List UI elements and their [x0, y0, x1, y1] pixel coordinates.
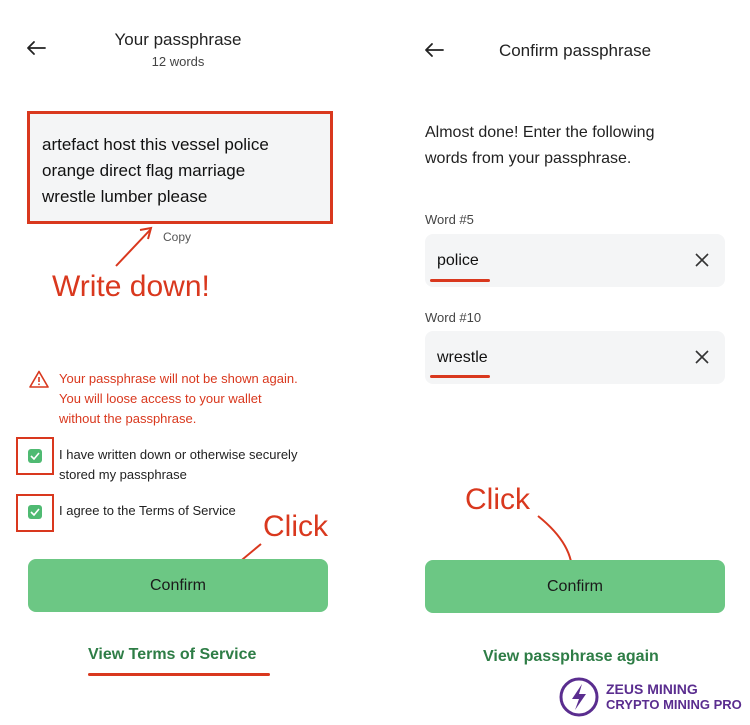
checkmark-icon	[30, 508, 40, 516]
agree-terms-checkbox[interactable]	[28, 505, 42, 519]
zeus-logo-icon	[558, 676, 600, 718]
checkbox-2-label: I agree to the Terms of Service	[59, 503, 236, 518]
checkmark-icon	[30, 452, 40, 460]
word-5-label: Word #5	[425, 212, 474, 227]
watermark-line: CRYPTO MINING PRO	[606, 697, 742, 712]
instructions	[425, 120, 654, 172]
checkbox-label-line: I have written down or otherwise securely	[59, 447, 298, 462]
warning-line: Your passphrase will not be shown again.	[59, 371, 298, 386]
copy-button[interactable]: Copy	[163, 230, 192, 244]
warning-triangle-icon	[29, 370, 49, 390]
instruction-line: Almost done! Enter the following	[425, 124, 655, 141]
confirm-button[interactable]: Confirm	[425, 560, 725, 613]
checkbox-label-line: stored my passphrase	[59, 467, 187, 482]
back-arrow-icon[interactable]	[422, 40, 446, 60]
annotation-click: Click	[465, 483, 530, 516]
view-terms-link[interactable]: View Terms of Service	[88, 646, 257, 663]
confirm-button[interactable]: Confirm	[28, 559, 328, 612]
field-highlight-underline	[430, 279, 490, 282]
warning-message	[59, 369, 298, 429]
instruction-line: words from your passphrase.	[425, 150, 632, 167]
passphrase-line: artefact host this vessel police	[42, 135, 269, 154]
link-highlight-underline	[88, 673, 270, 676]
annotation-click: Click	[263, 510, 328, 543]
back-arrow-icon[interactable]	[24, 38, 48, 58]
warning-line: You will loose access to your wallet	[59, 391, 262, 406]
warning-line: without the passphrase.	[59, 411, 197, 426]
word-10-value: wrestle	[437, 349, 488, 366]
passphrase-line: orange direct flag marriage	[42, 161, 246, 180]
word-10-label: Word #10	[425, 310, 482, 325]
written-down-checkbox[interactable]	[28, 449, 42, 463]
annotation-arrow	[110, 222, 160, 270]
checkbox-1-label	[59, 445, 297, 485]
passphrase-box	[27, 111, 333, 224]
word-5-value: police	[437, 252, 479, 269]
view-passphrase-again-link[interactable]: View passphrase again	[483, 648, 659, 665]
page-title: Your passphrase	[114, 30, 242, 49]
page-title: Confirm passphrase	[498, 41, 652, 60]
field-highlight-underline	[430, 375, 490, 378]
watermark-text	[606, 681, 742, 713]
close-icon[interactable]	[693, 251, 711, 269]
close-icon[interactable]	[693, 348, 711, 366]
annotation-write-down: Write down!	[52, 270, 210, 303]
watermark-line: ZEUS MINING	[606, 681, 698, 697]
passphrase-line: wrestle lumber please	[42, 187, 208, 206]
word-count: 12 words	[151, 54, 205, 69]
